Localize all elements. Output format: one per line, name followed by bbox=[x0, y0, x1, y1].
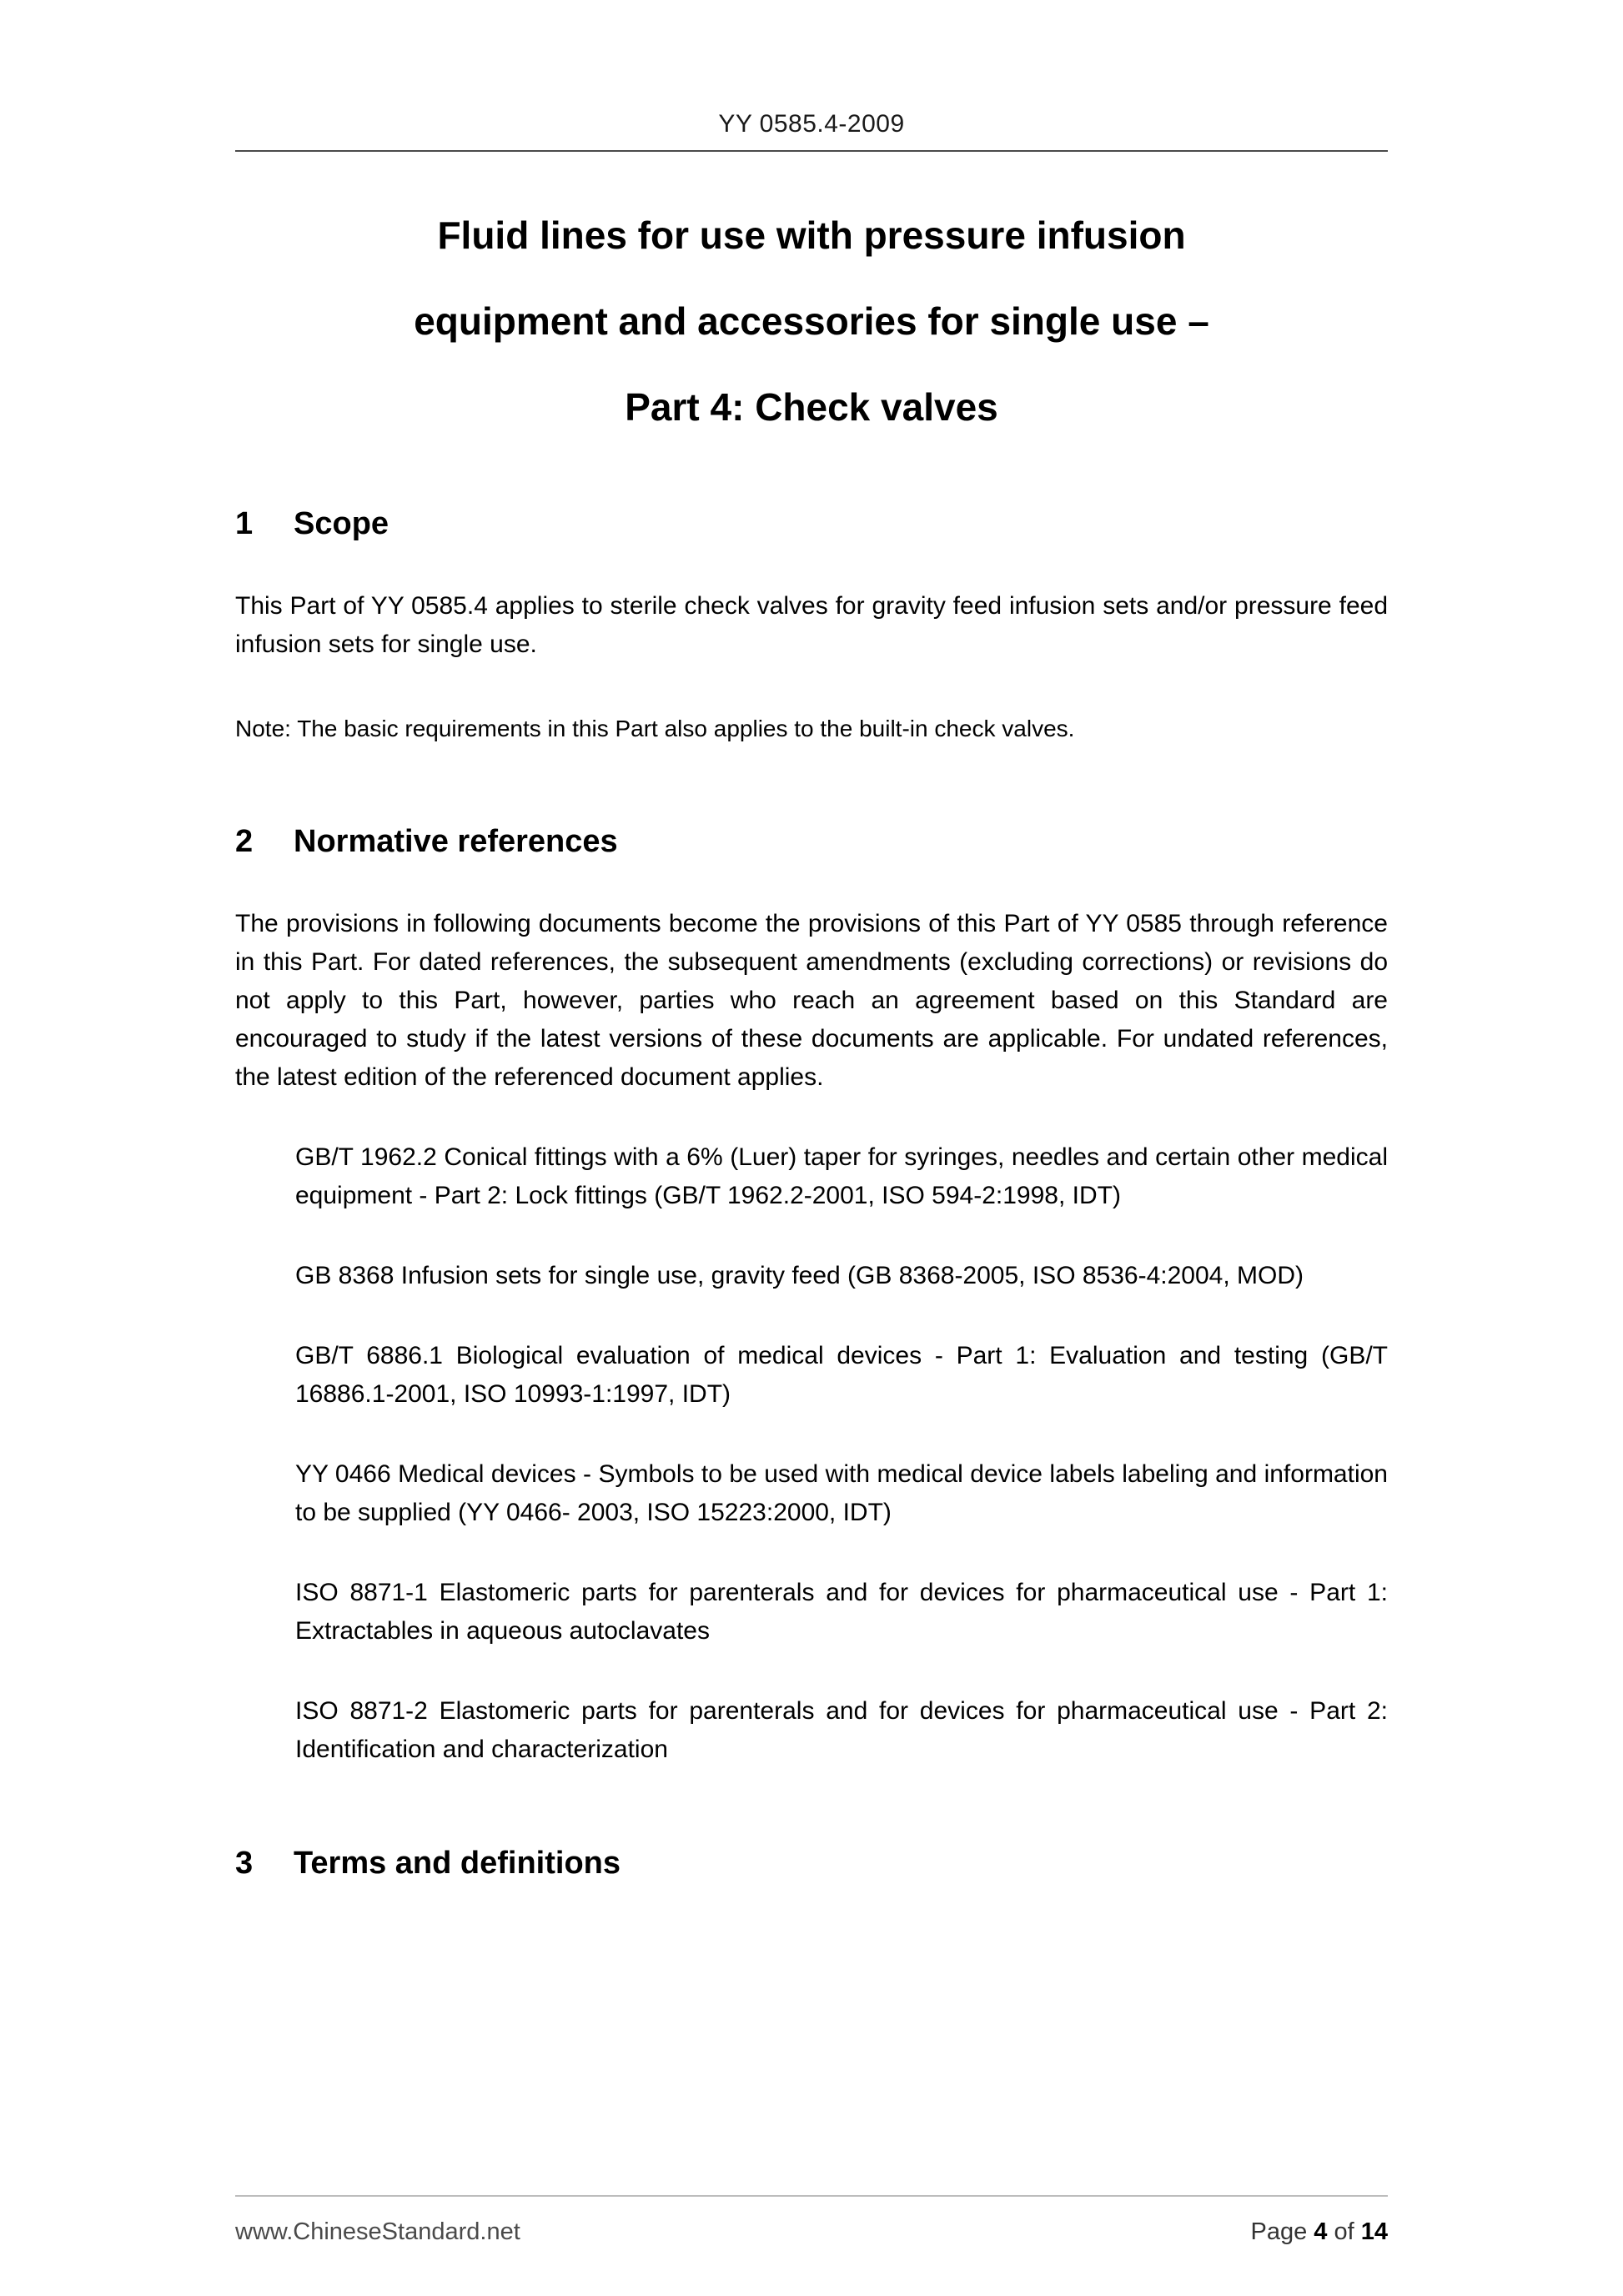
reference-item: GB/T 1962.2 Conical fittings with a 6% (Luer) taper for syringes, needles and certain other medical equipment - Part 2: Lock fittings (GB/T 1962.2-2001, ISO 594-2:1998, IDT) bbox=[295, 1143, 1388, 1209]
title-line-1: Fluid lines for use with pressure infusion bbox=[437, 214, 1186, 257]
reference-item: GB 8368 Infusion sets for single use, gravity feed (GB 8368-2005, ISO 8536-4:2004, MOD) bbox=[295, 1261, 1304, 1289]
scope-note: Note: The basic requirements in this Part also applies to the built-in check valves. bbox=[235, 715, 1075, 741]
section-1-title: Scope bbox=[294, 505, 389, 541]
page-header bbox=[235, 110, 1388, 152]
of-label: of bbox=[1334, 2218, 1354, 2245]
reference-item: GB/T 6886.1 Biological evaluation of medical devices - Part 1: Evaluation and testing (GB/T 16886.1-2001, ISO 10993-1:1997, IDT) bbox=[295, 1341, 1388, 1408]
section-2-heading bbox=[235, 824, 1388, 860]
page-footer bbox=[235, 2195, 1388, 2246]
reference-list bbox=[295, 1138, 1388, 1769]
section-3-title: Terms and definitions bbox=[294, 1845, 621, 1881]
section-3-number: 3 bbox=[235, 1845, 254, 1881]
doc-number: YY 0585.4-2009 bbox=[718, 110, 905, 138]
footer-row bbox=[235, 2218, 1388, 2246]
section-2-number: 2 bbox=[235, 823, 254, 859]
footer-rule bbox=[235, 2195, 1388, 2197]
section-1-number: 1 bbox=[235, 505, 254, 541]
page-number: 4 bbox=[1314, 2218, 1328, 2245]
page-label: Page bbox=[1250, 2218, 1308, 2245]
footer-site-link[interactable]: www.ChineseStandard.net bbox=[235, 2218, 520, 2245]
page-total: 14 bbox=[1360, 2218, 1388, 2245]
reference-item: YY 0466 Medical devices - Symbols to be used with medical device labels labeling and information to be supplied (YY 0466- 2003, ISO 15223:2000, IDT) bbox=[295, 1459, 1388, 1526]
normative-intro-paragraph: The provisions in following documents become the provisions of this Part of YY 0585 through reference in this Part. For dated references, the subsequent amendments (excluding corrections) or revisions do not apply to this Part, however, parties who reach an agreement based on this Standard are encouraged to study if the latest versions of these documents are applicable. For undated references, the latest edition of the referenced document applies. bbox=[235, 909, 1388, 1091]
reference-item: ISO 8871-2 Elastomeric parts for parenterals and for devices for pharmaceutical use - Part 2: Identification and characterization bbox=[295, 1696, 1388, 1763]
page-indicator bbox=[1250, 2218, 1388, 2246]
section-3-heading bbox=[235, 1846, 1388, 1882]
header-rule bbox=[235, 150, 1388, 152]
scope-paragraph: This Part of YY 0585.4 applies to sterile check valves for gravity feed infusion sets and/or pressure feed infusion sets for single use. bbox=[235, 591, 1388, 658]
page-content bbox=[235, 110, 1388, 1882]
section-2-title: Normative references bbox=[294, 823, 618, 859]
document-title bbox=[235, 214, 1388, 430]
title-line-3: Part 4: Check valves bbox=[625, 384, 998, 429]
section-1-heading bbox=[235, 506, 1388, 542]
reference-item: ISO 8871-1 Elastomeric parts for parenterals and for devices for pharmaceutical use - Part 1: Extractables in aqueous autoclavates bbox=[295, 1578, 1388, 1645]
title-line-2: equipment and accessories for single use – bbox=[414, 299, 1209, 343]
